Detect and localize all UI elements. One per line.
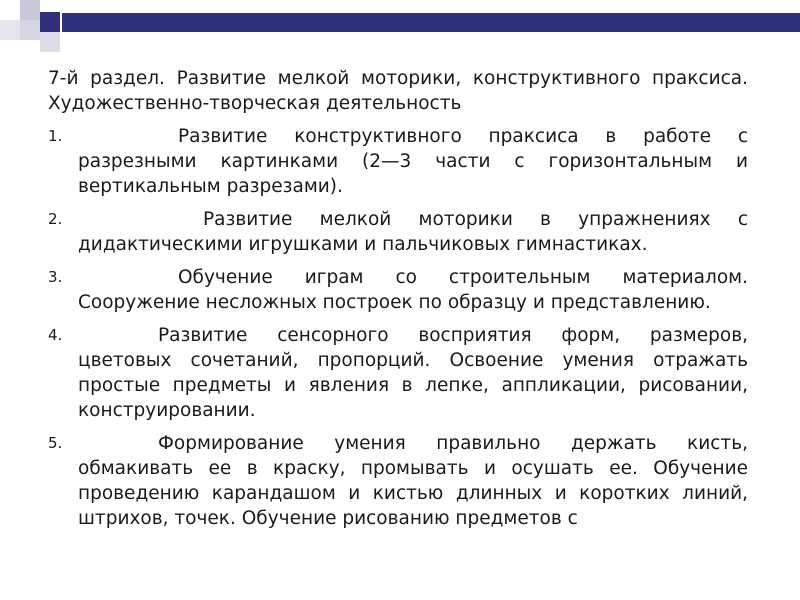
header-square — [20, 0, 40, 20]
item-text: Развитие конструктивного праксиса в работе с разрезными картинками (2—3 части с горизонтальным и вертикальным разрезами). — [78, 126, 748, 197]
section-title: 7-й раздел. Развитие мелкой моторики, конструктивного праксиса. Художественно-творческая деятельность — [48, 68, 748, 114]
list-item — [48, 207, 748, 257]
item-text: Развитие мелкой моторики в упражнениях с дидактическими игрушками и пальчиковых гимнастиках. — [78, 209, 748, 255]
item-number: 5. — [48, 434, 63, 452]
list-item — [48, 124, 748, 199]
header-band — [62, 13, 800, 32]
item-number: 3. — [48, 268, 63, 286]
header-square — [40, 12, 60, 32]
header-square — [40, 32, 60, 52]
header-square — [0, 20, 20, 40]
list-item — [48, 323, 748, 423]
item-number: 1. — [48, 127, 63, 145]
list-item — [48, 431, 748, 531]
header-square — [20, 20, 40, 40]
item-number: 4. — [48, 326, 63, 344]
item-text: Обучение играм со строительным материалом. Сооружение несложных построек по образцу и представлению. — [78, 267, 748, 313]
item-number: 2. — [48, 210, 63, 228]
item-text: Формирование умения правильно держать кисть, обмакивать ее в краску, промывать и осушать ее. Обучение проведению карандашом и кистью длинных и коротких линий, штрихов, точек. Обучение рисованию предметов с — [78, 433, 748, 529]
item-text: Развитие сенсорного восприятия форм, размеров, цветовых сочетаний, пропорций. Освоение умения отражать простые предметы и явления в лепке, аппликации, рисовании, конструировании. — [78, 325, 748, 421]
list-item — [48, 265, 748, 315]
slide-content — [48, 66, 748, 539]
